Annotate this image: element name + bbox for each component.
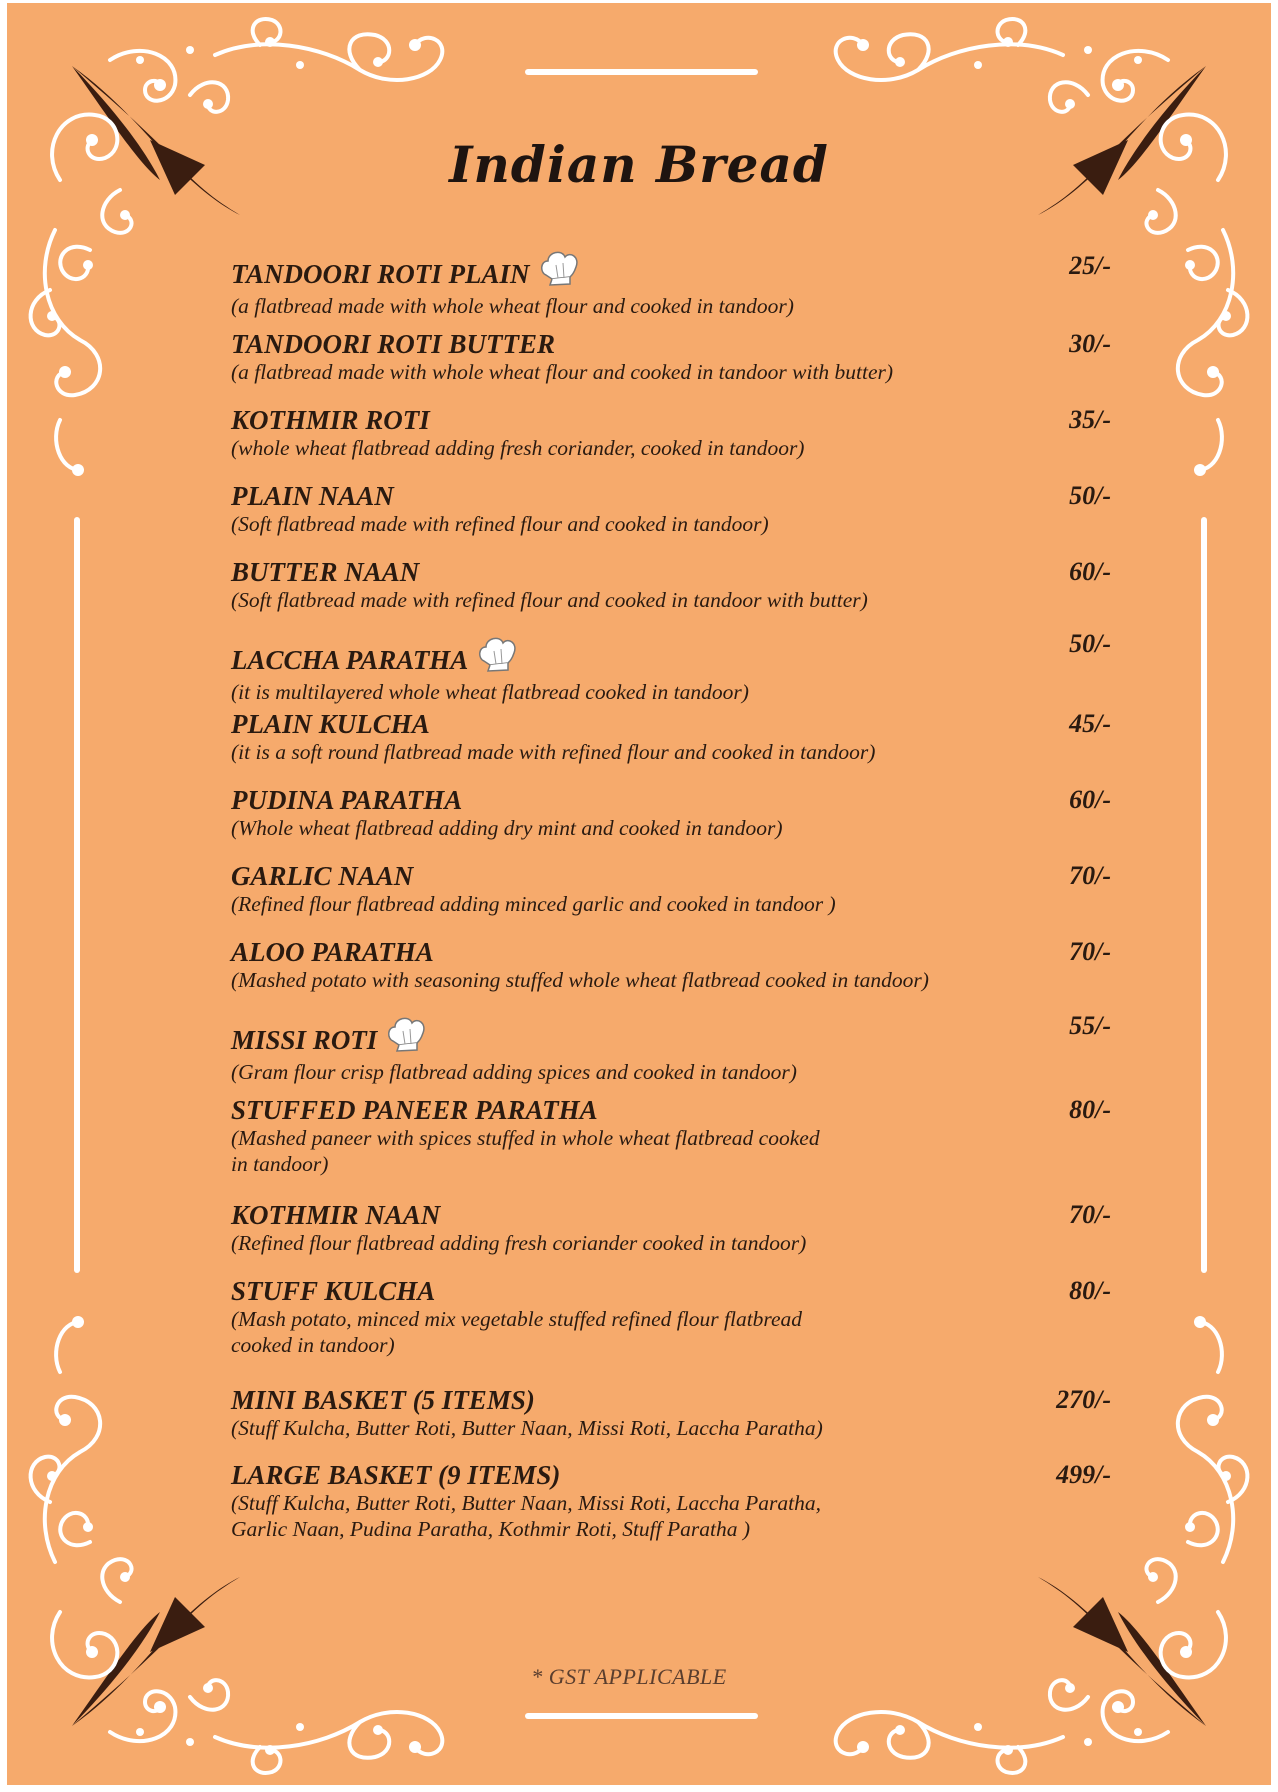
page-title: Indian Bread bbox=[449, 135, 829, 194]
item-description: (it is a soft round flatbread made with refined flour and cooked in tandoor) bbox=[231, 740, 876, 764]
item-name: STUFF KULCHA bbox=[231, 1276, 436, 1306]
item-price: 35/- bbox=[1069, 405, 1111, 434]
menu-item bbox=[231, 481, 1111, 537]
item-name: KOTHMIR ROTI bbox=[231, 405, 430, 435]
item-description: (Mash potato, minced mix vegetable stuffed refined flour flatbread cooked in tandoor) bbox=[231, 1307, 803, 1357]
item-price: 45/- bbox=[1069, 709, 1111, 738]
item-price: 70/- bbox=[1069, 1200, 1111, 1229]
menu-item bbox=[231, 785, 1111, 841]
item-price: 70/- bbox=[1069, 937, 1111, 966]
item-description: (Stuff Kulcha, Butter Roti, Butter Naan, Missi Roti, Laccha Paratha) bbox=[231, 1416, 823, 1440]
item-description: (Gram flour crisp flatbread adding spices and cooked in tandoor) bbox=[231, 1060, 797, 1084]
item-name: LARGE BASKET (9 ITEMS) bbox=[231, 1460, 561, 1490]
menu-item bbox=[231, 937, 1111, 993]
menu-item bbox=[231, 557, 1111, 613]
item-description: (Stuff Kulcha, Butter Roti, Butter Naan, Missi Roti, Laccha Paratha, Garlic Naan, Pudina Paratha, Kothmir Roti, Stuff Paratha ) bbox=[231, 1491, 822, 1541]
item-description: (Soft flatbread made with refined flour and cooked in tandoor with butter) bbox=[231, 588, 868, 612]
item-description: (Soft flatbread made with refined flour and cooked in tandoor) bbox=[231, 512, 769, 536]
menu-item bbox=[231, 1385, 1111, 1441]
item-name: PUDINA PARATHA bbox=[231, 785, 463, 815]
item-price: 60/- bbox=[1069, 557, 1111, 586]
menu-item bbox=[231, 1200, 1111, 1256]
item-name: MISSI ROTI bbox=[231, 1025, 378, 1055]
item-description: (whole wheat flatbread adding fresh coriander, cooked in tandoor) bbox=[231, 436, 805, 460]
item-price: 60/- bbox=[1069, 785, 1111, 814]
menu-item bbox=[231, 405, 1111, 461]
item-name: LACCHA PARATHA bbox=[231, 645, 469, 675]
item-name: STUFFED PANEER PARATHA bbox=[231, 1095, 598, 1125]
item-description: (it is multilayered whole wheat flatbread cooked in tandoor) bbox=[231, 680, 749, 704]
menu-item bbox=[231, 1013, 1111, 1085]
chef-hat-icon bbox=[476, 633, 520, 679]
menu-item bbox=[231, 861, 1111, 917]
item-price: 70/- bbox=[1069, 861, 1111, 890]
menu-item bbox=[231, 329, 1111, 385]
item-name: PLAIN KULCHA bbox=[231, 709, 430, 739]
item-description: (a flatbread made with whole wheat flour and cooked in tandoor with butter) bbox=[231, 360, 894, 384]
item-description: (Mashed potato with seasoning stuffed whole wheat flatbread cooked in tandoor) bbox=[231, 968, 929, 992]
item-price: 270/- bbox=[1056, 1385, 1111, 1414]
item-name: TANDOORI ROTI PLAIN bbox=[231, 259, 530, 289]
item-price: 30/- bbox=[1069, 329, 1111, 358]
item-price: 80/- bbox=[1069, 1276, 1111, 1305]
chef-hat-icon bbox=[385, 1013, 429, 1059]
item-price: 55/- bbox=[1069, 1011, 1111, 1040]
item-description: (a flatbread made with whole wheat flour and cooked in tandoor) bbox=[231, 294, 794, 318]
menu-item bbox=[231, 709, 1111, 765]
gst-note: * GST APPLICABLE bbox=[531, 1664, 727, 1689]
chef-hat-icon bbox=[538, 247, 582, 293]
item-name: PLAIN NAAN bbox=[231, 481, 394, 511]
item-price: 499/- bbox=[1056, 1460, 1111, 1489]
item-name: TANDOORI ROTI BUTTER bbox=[231, 329, 556, 359]
item-description: (Mashed paneer with spices stuffed in whole wheat flatbread cooked in tandoor) bbox=[231, 1126, 820, 1176]
item-name: MINI BASKET (5 ITEMS) bbox=[231, 1385, 535, 1415]
item-name: BUTTER NAAN bbox=[231, 557, 420, 587]
menu-item bbox=[231, 1095, 1111, 1177]
item-price: 50/- bbox=[1069, 481, 1111, 510]
menu-item bbox=[231, 1276, 1111, 1358]
item-description: (Refined flour flatbread adding minced garlic and cooked in tandoor ) bbox=[231, 892, 836, 916]
menu-item bbox=[231, 1460, 1111, 1542]
item-price: 80/- bbox=[1069, 1095, 1111, 1124]
item-description: (Refined flour flatbread adding fresh coriander cooked in tandoor) bbox=[231, 1231, 807, 1255]
menu-item bbox=[231, 629, 1111, 705]
item-name: GARLIC NAAN bbox=[231, 861, 414, 891]
item-price: 25/- bbox=[1069, 251, 1111, 280]
menu-item bbox=[231, 247, 1111, 319]
item-name: ALOO PARATHA bbox=[231, 937, 434, 967]
item-description: (Whole wheat flatbread adding dry mint and cooked in tandoor) bbox=[231, 816, 783, 840]
item-price: 50/- bbox=[1069, 629, 1111, 658]
item-name: KOTHMIR NAAN bbox=[231, 1200, 441, 1230]
